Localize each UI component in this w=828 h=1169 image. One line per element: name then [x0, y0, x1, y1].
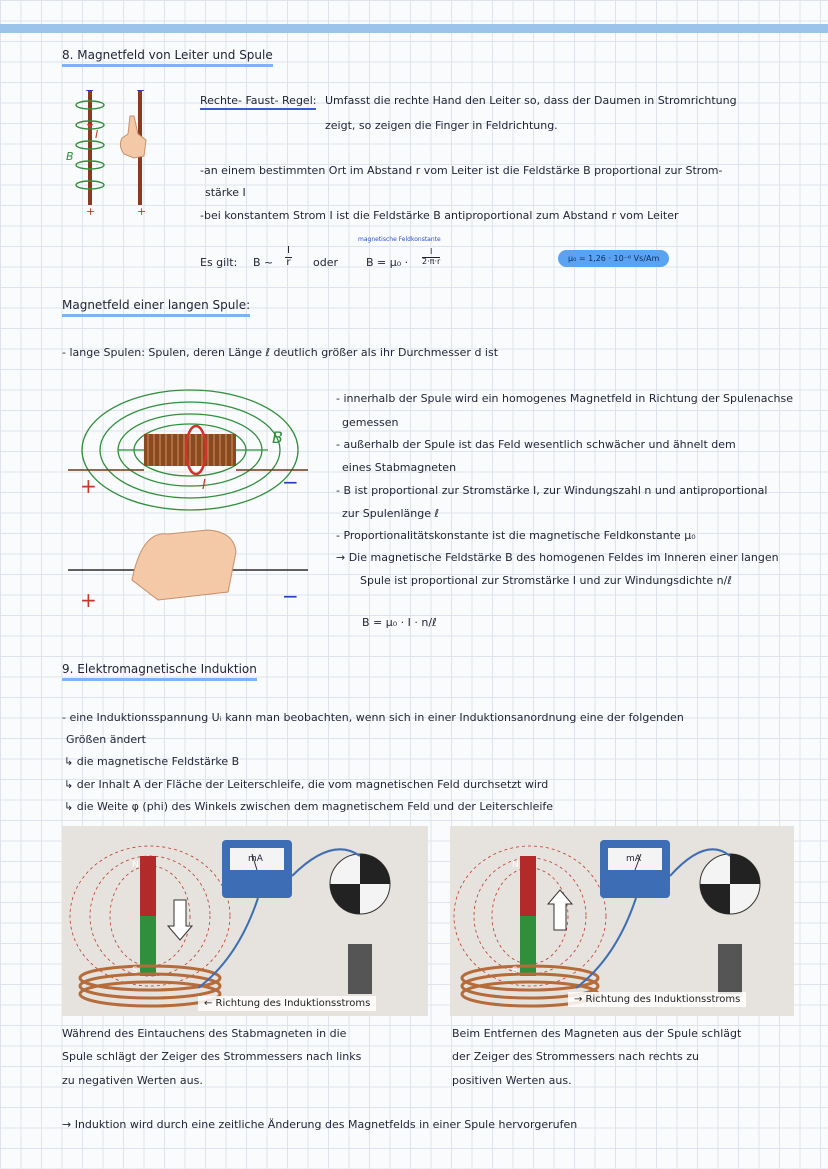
formula2-fraction — [422, 248, 440, 267]
caption-left-2: zu negativen Werten aus. — [62, 1074, 203, 1087]
coil-point-4: - B ist proportional zur Stromstärke I, zur Windungszahl n und antiproportional — [336, 484, 768, 497]
coil-definition: - lange Spulen: Spulen, deren Länge ℓ deutlich größer als ihr Durchmesser d ist — [62, 346, 499, 359]
induction-photo-left — [62, 826, 428, 1016]
caption-right-2: positiven Werten aus. — [452, 1074, 572, 1087]
formula2-lhs: B = μ₀ · — [366, 256, 409, 269]
arrow-down-icon — [168, 900, 192, 940]
conductor-field-figure — [60, 80, 170, 220]
coil-point-8: Spule ist proportional zur Stromstärke I und zur Windungsdichte n/ℓ — [360, 574, 732, 587]
coil-point-1: gemessen — [342, 416, 399, 429]
formula1-numerator: I — [287, 245, 290, 256]
formula1-denominator: r — [286, 256, 291, 268]
section9-item-0: ↳ die magnetische Feldstärke B — [64, 755, 240, 768]
coil-label-I: I — [202, 478, 206, 493]
conclusion: → Induktion wird durch eine zeitliche Änderung des Magnetfelds in einer Spule hervorgerufen — [62, 1118, 578, 1131]
coil-plus-bottom: + — [80, 588, 97, 612]
coil-point-6: - Proportionalitätskonstante ist die magnetische Feldkonstante μ₀ — [336, 529, 696, 542]
coil-plus-top: + — [80, 474, 97, 498]
magnet-label-n-left: N — [132, 860, 139, 870]
induction-photo-right — [450, 826, 794, 1016]
coil-heading: Magnetfeld einer langen Spule: — [62, 298, 250, 317]
caption-right-1: der Zeiger des Strommessers nach rechts zu — [452, 1050, 699, 1063]
induction-setup-right — [450, 826, 794, 1016]
stand — [348, 944, 372, 994]
caption-left-1: Spule schlägt der Zeiger des Strommessers nach links — [62, 1050, 362, 1063]
section8-heading: 8. Magnetfeld von Leiter und Spule — [62, 48, 273, 67]
coil-point-7: → Die magnetische Feldstärke B des homogenen Feldes im Inneren einer langen — [336, 551, 779, 564]
figure-label-I: I — [95, 128, 99, 141]
coil-formula: B = μ₀ · I · n/ℓ — [362, 616, 437, 629]
bullet1-line1: -an einem bestimmten Ort im Abstand r vom Leiter ist die Feldstärke B proportional zur Strom- — [200, 164, 723, 177]
caption-left-0: Während des Eintauchens des Stabmagneten in die — [62, 1027, 347, 1040]
magnet-label-s-left: S — [132, 966, 138, 976]
meter-label-right: mA — [626, 854, 641, 864]
coil-point-2: - außerhalb der Spule ist das Feld wesentlich schwächer und ähnelt dem — [336, 438, 736, 451]
section9-heading: 9. Elektromagnetische Induktion — [62, 662, 257, 681]
formula-prefix: Es gilt: — [200, 256, 238, 269]
bar-magnet-north — [140, 856, 156, 916]
formula2-numerator: I — [422, 248, 440, 258]
arrow-up-icon — [548, 890, 572, 930]
magnet-label-n-right: N — [512, 860, 519, 870]
coil-field-figure — [68, 380, 308, 620]
figure-minus-right: − — [136, 84, 146, 97]
section9-item-2: ↳ die Weite φ (phi) des Winkels zwischen dem magnetischem Feld und der Leiterschleife — [64, 800, 554, 813]
constant-pill: μ₀ = 1,26 · 10⁻⁶ Vs/Am — [558, 250, 669, 267]
formula1-fraction — [285, 246, 292, 268]
magnet-label-s-right: S — [512, 966, 518, 976]
rule-title: Rechte- Faust- Regel: — [200, 94, 316, 110]
hand-grip-icon — [132, 530, 236, 600]
rule-text-2: zeigt, so zeigen die Finger in Feldrichtung. — [325, 119, 558, 132]
formula1-lhs: B ~ — [253, 256, 274, 269]
right-fist-icon — [120, 116, 146, 158]
formula2-denominator: 2·π·r — [422, 256, 441, 266]
coil-point-5: zur Spulenlänge ℓ — [342, 507, 440, 520]
photo-right-caption: → Richtung des Induktionsstroms — [568, 992, 746, 1007]
rule-text-1: Umfasst die rechte Hand den Leiter so, dass der Daumen in Stromrichtung — [325, 94, 737, 107]
figure-plus-left: + — [86, 205, 96, 218]
induction-setup-left — [62, 826, 428, 1016]
formula2-annotation: magnetische Feldkonstante — [358, 236, 441, 243]
coil-point-3: eines Stabmagneten — [342, 461, 457, 474]
coil-label-B: B — [272, 428, 283, 447]
section9-item-1: ↳ der Inhalt A der Fläche der Leiterschleife, die vom magnetischen Feld durchsetzt wird — [64, 778, 549, 791]
coil-point-0: - innerhalb der Spule wird ein homogenes Magnetfeld in Richtung der Spulenachse — [336, 392, 794, 405]
caption-right-0: Beim Entfernen des Magneten aus der Spule schlägt — [452, 1027, 742, 1040]
section9-intro-1: - eine Induktionsspannung Uᵢ kann man beobachten, wenn sich in einer Induktionsanordnung eine der folgenden — [62, 711, 684, 724]
coil-minus-bottom: − — [282, 584, 299, 608]
figure-minus-left: − — [85, 84, 95, 97]
section9-intro-2: Größen ändert — [66, 733, 146, 746]
figure-plus-right: + — [137, 205, 147, 218]
figure-label-B: B — [66, 150, 74, 163]
formula-or: oder — [313, 256, 339, 269]
bullet1-line2: stärke I — [205, 186, 246, 199]
top-accent-bar — [0, 24, 828, 33]
bullet2: -bei konstantem Strom I ist die Feldstärke B antiproportional zum Abstand r vom Leiter — [200, 209, 679, 222]
photo-left-caption: ← Richtung des Induktionsstroms — [198, 996, 376, 1011]
coil-minus-top: − — [282, 470, 299, 494]
meter-label-left: mA — [248, 854, 263, 864]
